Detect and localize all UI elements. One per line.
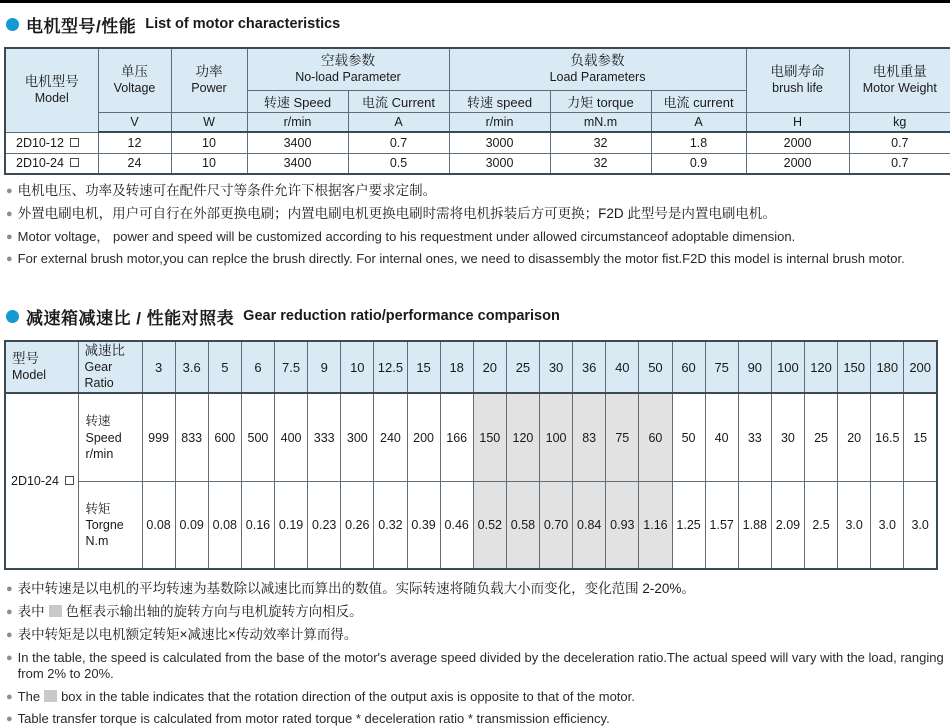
ratio-header-cell: 20 — [473, 341, 506, 393]
value-cell-weight: 0.7 — [849, 132, 950, 153]
gray-box-swatch-icon — [49, 605, 62, 617]
value-cell-voltage: 12 — [98, 132, 171, 153]
value-cell-noload-current: 0.5 — [348, 153, 449, 174]
speed-value-cell: 16.5 — [871, 393, 904, 481]
speed-value-cell: 150 — [473, 393, 506, 481]
note-bullet-icon: ● — [6, 253, 13, 265]
col-header-model: 电机型号 Model — [5, 48, 98, 132]
motor-characteristics-table — [4, 47, 950, 175]
torque-value-cell: 1.16 — [639, 481, 672, 569]
ratio-header-cell: 180 — [871, 341, 904, 393]
torque-value-cell: 3.0 — [904, 481, 937, 569]
gear-ratio-table — [4, 340, 938, 570]
value-cell-power: 10 — [171, 132, 247, 153]
row-label-torque: 转矩 Torgne N.m — [78, 481, 142, 569]
speed-value-cell: 50 — [672, 393, 705, 481]
col-header-weight: 电机重量 Motor Weight — [849, 48, 950, 112]
ratio-header-cell: 100 — [771, 341, 804, 393]
table-row — [5, 132, 950, 153]
ratio-header-cell: 15 — [407, 341, 440, 393]
top-divider-bar — [0, 0, 950, 3]
model-cell: 2D10-12 — [5, 132, 98, 153]
note-line: ● The box in the table indicates that the rotation direction of the output axis is opposite to that of the motor. — [6, 688, 635, 704]
speed-value-cell: 166 — [440, 393, 473, 481]
table-row — [5, 153, 950, 174]
unit-cell-noload-current: A — [348, 112, 449, 132]
model-cell: 2D10-24 — [5, 393, 78, 569]
section-title-motor — [6, 12, 950, 36]
model-cell: 2D10-24 — [5, 153, 98, 174]
torque-value-cell: 1.25 — [672, 481, 705, 569]
section-title-en: List of motor characteristics — [145, 16, 341, 32]
ratio-header-cell: 3.6 — [175, 341, 208, 393]
ratio-header-cell: 50 — [639, 341, 672, 393]
note-bullet-icon: ● — [6, 690, 13, 703]
col-header-load-current: 电流 current — [651, 90, 746, 112]
speed-value-cell: 15 — [904, 393, 937, 481]
torque-value-cell: 0.46 — [440, 481, 473, 569]
row-label-speed: 转速 Speed r/min — [78, 393, 142, 481]
value-cell-brush-life: 2000 — [746, 132, 849, 153]
ratio-header-cell: 18 — [440, 341, 473, 393]
col-header-load-torque: 力矩 torque — [550, 90, 651, 112]
speed-value-cell: 833 — [175, 393, 208, 481]
speed-value-cell: 400 — [275, 393, 308, 481]
speed-value-cell: 75 — [606, 393, 639, 481]
col-header-model: 型号 Model — [5, 341, 78, 393]
ratio-header-cell: 3 — [142, 341, 175, 393]
motor-notes — [6, 183, 950, 267]
note-bullet-icon: ● — [6, 583, 13, 596]
col-header-voltage: 单压 Voltage — [98, 48, 171, 112]
section-title-zh: 电机型号/性能 — [26, 16, 137, 36]
col-header-noload-speed: 转速 Speed — [247, 90, 348, 112]
speed-value-cell: 120 — [506, 393, 539, 481]
value-cell-noload-speed: 3400 — [247, 132, 348, 153]
col-header-noload-current: 电流 Current — [348, 90, 449, 112]
speed-value-cell: 300 — [341, 393, 374, 481]
torque-value-cell: 0.08 — [208, 481, 241, 569]
unit-cell-noload-speed: r/min — [247, 112, 348, 132]
speed-value-cell: 25 — [805, 393, 838, 481]
ratio-header-cell: 9 — [308, 341, 341, 393]
ratio-header-cell: 12.5 — [374, 341, 407, 393]
note-bullet-icon: ● — [6, 652, 13, 664]
bullet-icon — [6, 310, 19, 323]
value-cell-load-current: 1.8 — [651, 132, 746, 153]
unit-cell-power: W — [171, 112, 247, 132]
torque-value-cell: 0.26 — [341, 481, 374, 569]
speed-value-cell: 999 — [142, 393, 175, 481]
torque-value-cell: 0.16 — [241, 481, 274, 569]
note-bullet-icon: ● — [6, 185, 13, 197]
ratio-header-cell: 36 — [573, 341, 606, 393]
unit-cell-brush-life: H — [746, 112, 849, 132]
value-cell-load-current: 0.9 — [651, 153, 746, 174]
torque-value-cell: 0.19 — [275, 481, 308, 569]
value-cell-load-torque: 32 — [550, 132, 651, 153]
torque-value-cell: 0.08 — [142, 481, 175, 569]
note-line: ● 外置电刷电机，用户可自行在外部更换电刷；内置电刷电机更换电刷时需将电机拆装后方可更换；F2D 此型号是内置电刷电机。 — [6, 205, 776, 221]
torque-value-cell: 2.5 — [805, 481, 838, 569]
ratio-header-cell: 60 — [672, 341, 705, 393]
col-group-noload: 空载参数 No-load Parameter — [247, 48, 449, 90]
unit-cell-load-speed: r/min — [449, 112, 550, 132]
unit-cell-load-current: A — [651, 112, 746, 132]
torque-value-cell: 0.93 — [606, 481, 639, 569]
ratio-header-cell: 200 — [904, 341, 937, 393]
value-cell-voltage: 24 — [98, 153, 171, 174]
note-bullet-icon: ● — [6, 712, 13, 725]
ratio-header-cell: 40 — [606, 341, 639, 393]
note-bullet-icon: ● — [6, 230, 13, 243]
bullet-icon — [6, 18, 19, 31]
col-header-brush-life: 电刷寿命 brush life — [746, 48, 849, 112]
speed-value-cell: 333 — [308, 393, 341, 481]
speed-value-cell: 240 — [374, 393, 407, 481]
col-group-load: 负载参数 Load Parameters — [449, 48, 746, 90]
torque-value-cell: 0.32 — [374, 481, 407, 569]
checkbox-square-icon — [65, 476, 74, 485]
value-cell-noload-speed: 3400 — [247, 153, 348, 174]
torque-value-cell: 0.70 — [540, 481, 573, 569]
unit-cell-voltage: V — [98, 112, 171, 132]
note-line: ● For external brush motor,you can replce the brush directly. For internal ones, we need to disassembly the motor fist.F2D this model is internal brush motor. — [6, 251, 905, 266]
speed-value-cell: 33 — [738, 393, 771, 481]
speed-value-cell: 40 — [705, 393, 738, 481]
col-header-power: 功率 Power — [171, 48, 247, 112]
gray-box-swatch-icon — [44, 690, 57, 702]
note-line: ● 表中转矩是以电机额定转矩×减速比×传动效率计算而得。 — [6, 627, 358, 643]
unit-cell-weight: kg — [849, 112, 950, 132]
note-line: ● 表中 色框表示输出轴的旋转方向与电机旋转方向相反。 — [6, 604, 363, 620]
ratio-header-cell: 7.5 — [275, 341, 308, 393]
section-title-zh: 减速箱减速比 / 性能对照表 — [26, 308, 235, 328]
col-header-gear-ratio: 减速比 Gear Ratio — [78, 341, 142, 393]
torque-value-cell: 2.09 — [771, 481, 804, 569]
torque-value-cell: 0.58 — [506, 481, 539, 569]
ratio-header-cell: 90 — [738, 341, 771, 393]
value-cell-load-speed: 3000 — [449, 132, 550, 153]
torque-value-cell: 1.88 — [738, 481, 771, 569]
torque-value-cell: 0.39 — [407, 481, 440, 569]
ratio-header-cell: 75 — [705, 341, 738, 393]
note-bullet-icon: ● — [6, 606, 13, 619]
torque-value-cell: 0.52 — [473, 481, 506, 569]
value-cell-power: 10 — [171, 153, 247, 174]
speed-value-cell: 30 — [771, 393, 804, 481]
note-line: ● In the table, the speed is calculated from the base of the motor's average speed divided by the deceleration ratio.The actual speed will vary with the load, ranging from 2% to 20%. — [6, 650, 944, 682]
note-line: ● Table transfer torque is calculated from motor rated torque * deceleration ratio * transmission efficiency. — [6, 710, 610, 726]
value-cell-weight: 0.7 — [849, 153, 950, 174]
gear-notes — [6, 581, 950, 727]
unit-cell-load-torque: mN.m — [550, 112, 651, 132]
value-cell-load-speed: 3000 — [449, 153, 550, 174]
speed-value-cell: 20 — [838, 393, 871, 481]
note-line: ● Motor voltage， power and speed will be customized according to his requestment under allowed circumstanceof adoptable dimension. — [6, 228, 796, 244]
col-header-load-speed: 转速 speed — [449, 90, 550, 112]
checkbox-square-icon — [70, 138, 79, 147]
ratio-header-cell: 120 — [805, 341, 838, 393]
note-bullet-icon: ● — [6, 629, 13, 642]
speed-value-cell: 60 — [639, 393, 672, 481]
speed-value-cell: 100 — [540, 393, 573, 481]
ratio-header-cell: 5 — [208, 341, 241, 393]
note-bullet-icon: ● — [6, 207, 13, 220]
speed-value-cell: 200 — [407, 393, 440, 481]
value-cell-noload-current: 0.7 — [348, 132, 449, 153]
section-title-gear — [6, 304, 950, 328]
torque-value-cell: 3.0 — [838, 481, 871, 569]
ratio-header-cell: 30 — [540, 341, 573, 393]
ratio-header-cell: 10 — [341, 341, 374, 393]
checkbox-square-icon — [70, 158, 79, 167]
torque-value-cell: 0.23 — [308, 481, 341, 569]
speed-value-cell: 500 — [241, 393, 274, 481]
note-line: ● 电机电压、功率及转速可在配件尺寸等条件允许下根据客户要求定制。 — [6, 183, 437, 198]
speed-value-cell: 83 — [573, 393, 606, 481]
ratio-header-cell: 150 — [838, 341, 871, 393]
section-title-en: Gear reduction ratio/performance comparison — [243, 308, 560, 325]
torque-value-cell: 1.57 — [705, 481, 738, 569]
torque-value-cell: 0.09 — [175, 481, 208, 569]
note-line: ● 表中转速是以电机的平均转速为基数除以减速比而算出的数值。实际转速将随负载大小而变化，变化范围 2-20%。 — [6, 581, 695, 597]
speed-value-cell: 600 — [208, 393, 241, 481]
torque-value-cell: 3.0 — [871, 481, 904, 569]
ratio-header-cell: 25 — [506, 341, 539, 393]
value-cell-load-torque: 32 — [550, 153, 651, 174]
value-cell-brush-life: 2000 — [746, 153, 849, 174]
torque-value-cell: 0.84 — [573, 481, 606, 569]
ratio-header-cell: 6 — [241, 341, 274, 393]
